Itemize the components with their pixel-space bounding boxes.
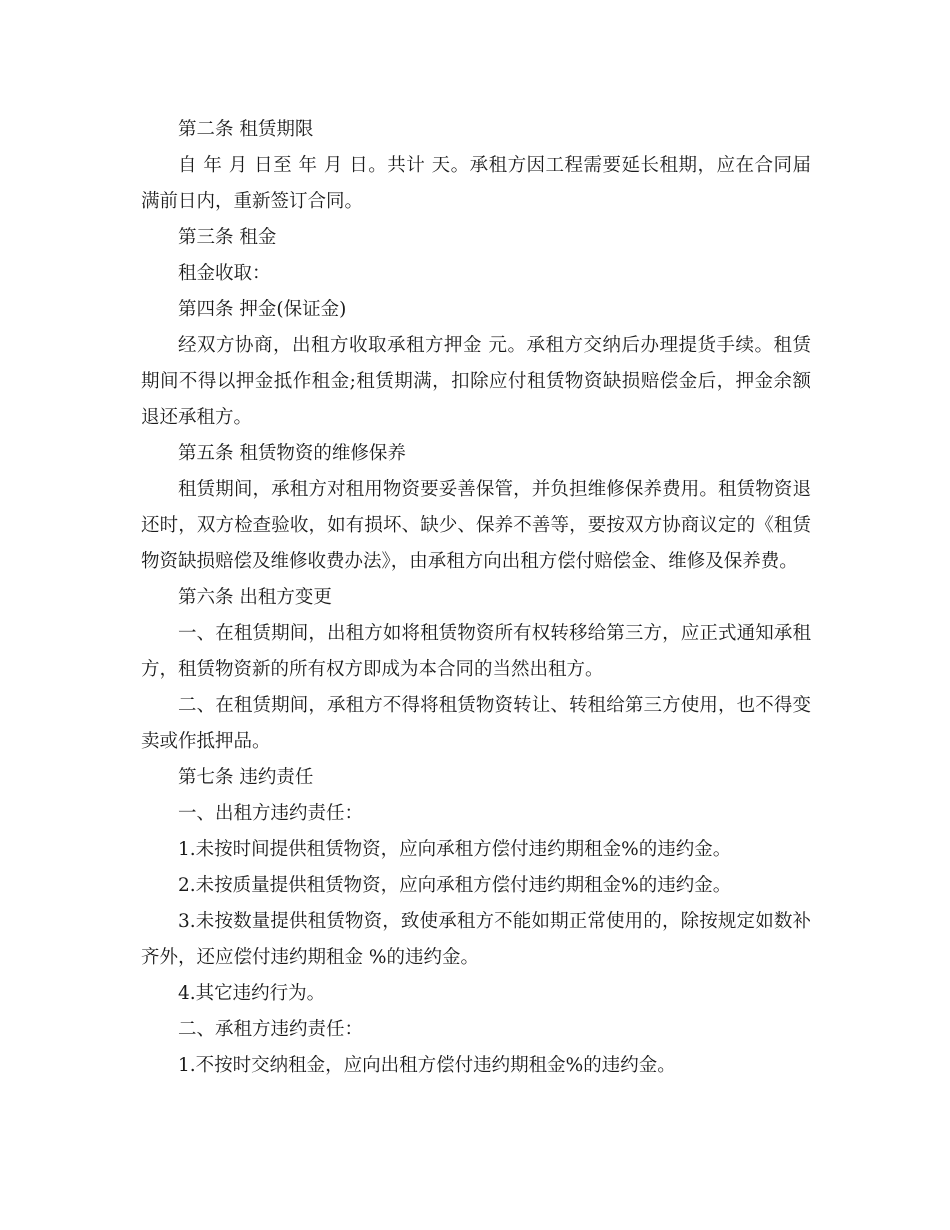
section-heading: 第二条 租赁期限	[178, 119, 314, 140]
paragraph: 一、在租赁期间，出租方如将租赁物资所有权转移给第三方，应正式通知承租方，租赁物资新的所有权方即成为本合同的当然出租方。	[141, 623, 811, 680]
document-body	[141, 112, 811, 1084]
paragraph: 二、在租赁期间，承租方不得将租赁物资转让、转租给第三方使用，也不得变卖或作抵押品。	[141, 695, 811, 752]
section-heading: 4.其它违约行为。	[178, 983, 326, 1004]
section-heading: 第六条 出租方变更	[178, 587, 332, 608]
section-heading: 第七条 违约责任	[178, 767, 314, 788]
paragraph: 经双方协商，出租方收取承租方押金 元。承租方交纳后办理提货手续。租赁期间不得以押金抵作租金;租赁期满，扣除应付租赁物资缺损赔偿金后，押金余额退还承租方。	[141, 335, 811, 428]
paragraph: 3.未按数量提供租赁物资，致使承租方不能如期正常使用的，除按规定如数补齐外，还应偿付违约期租金 %的违约金。	[141, 911, 811, 968]
paragraph: 1.不按时交纳租金，应向出租方偿付违约期租金%的违约金。	[178, 1055, 676, 1076]
section-heading: 第四条 押金(保证金)	[178, 299, 347, 320]
section-heading: 第五条 租赁物资的维修保养	[178, 443, 406, 464]
paragraph: 自 年 月 日至 年 月 日。共计 天。承租方因工程需要延长租期，应在合同届满前日内，重新签订合同。	[141, 155, 811, 212]
section-heading: 第三条 租金	[178, 227, 277, 248]
section-heading: 一、出租方违约责任：	[178, 803, 364, 824]
paragraph: 租赁期间，承租方对租用物资要妥善保管，并负担维修保养费用。租赁物资退还时，双方检查验收，如有损坏、缺少、保养不善等，要按双方协商议定的《租赁物资缺损赔偿及维修收费办法》，由承租方向出租方偿付赔偿金、维修及保养费。	[141, 479, 811, 572]
section-heading: 二、承租方违约责任：	[178, 1019, 364, 1040]
paragraph: 1.未按时间提供租赁物资，应向承租方偿付违约期租金%的违约金。	[178, 839, 732, 860]
paragraph: 2.未按质量提供租赁物资，应向承租方偿付违约期租金%的违约金。	[178, 875, 732, 896]
section-heading: 租金收取：	[178, 263, 271, 284]
